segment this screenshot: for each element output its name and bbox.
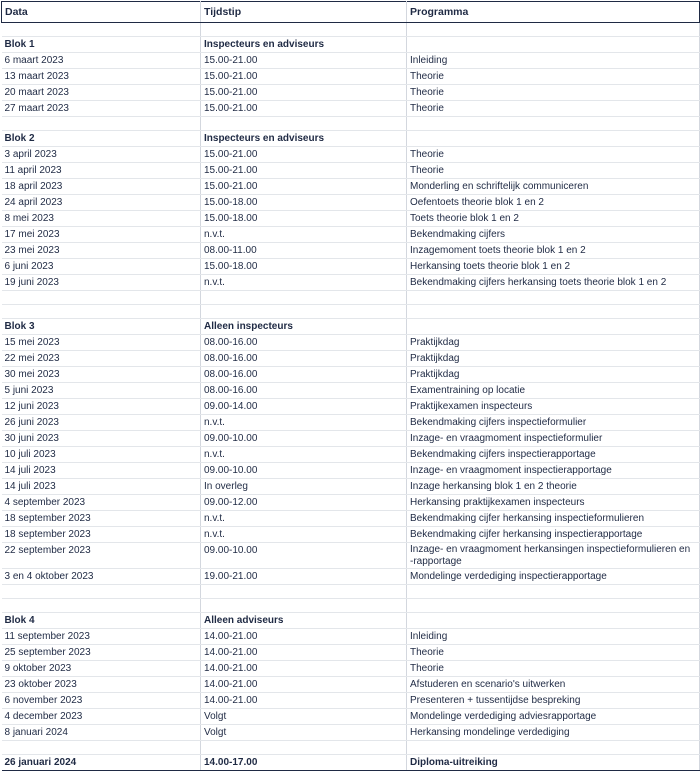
time-cell[interactable]: n.v.t. (201, 511, 407, 527)
program-cell[interactable] (407, 305, 700, 319)
program-cell[interactable]: Praktijkdag (407, 367, 700, 383)
time-cell[interactable]: 15.00-18.00 (201, 195, 407, 211)
table-row (2, 661, 700, 677)
time-cell[interactable] (201, 305, 407, 319)
time-cell[interactable]: 14.00-21.00 (201, 677, 407, 693)
program-cell[interactable]: Inzage- en vraagmoment herkansingen inspectieformulieren en -rapportage (407, 543, 700, 569)
date-cell[interactable]: 8 januari 2024 (2, 725, 201, 741)
date-cell[interactable]: 4 september 2023 (2, 495, 201, 511)
program-cell[interactable]: Herkansing mondelinge verdediging (407, 725, 700, 741)
empty-row (2, 599, 700, 613)
table-row (2, 495, 700, 511)
time-cell[interactable]: In overleg (201, 479, 407, 495)
time-cell[interactable] (201, 599, 407, 613)
table-row (2, 447, 700, 463)
header-tijdstip[interactable]: Tijdstip (201, 2, 407, 23)
time-cell[interactable]: 08.00-16.00 (201, 351, 407, 367)
program-cell[interactable] (407, 131, 700, 147)
empty-row (2, 291, 700, 305)
time-cell[interactable]: 08.00-11.00 (201, 243, 407, 259)
date-cell[interactable]: 18 september 2023 (2, 527, 201, 543)
date-cell[interactable]: 4 december 2023 (2, 709, 201, 725)
program-cell[interactable]: Monderling en schriftelijk communiceren (407, 179, 700, 195)
date-cell[interactable]: 22 mei 2023 (2, 351, 201, 367)
final-row (2, 755, 700, 771)
date-cell[interactable]: 10 juli 2023 (2, 447, 201, 463)
table-row (2, 275, 700, 291)
time-cell[interactable] (201, 23, 407, 37)
date-cell[interactable] (2, 585, 201, 599)
time-cell[interactable]: 14.00-17.00 (201, 755, 407, 771)
date-cell[interactable]: 6 juni 2023 (2, 259, 201, 275)
time-cell[interactable]: n.v.t. (201, 415, 407, 431)
time-cell[interactable]: 14.00-21.00 (201, 629, 407, 645)
date-cell[interactable] (2, 305, 201, 319)
table-row (2, 351, 700, 367)
program-cell[interactable]: Presenteren + tussentijdse bespreking (407, 693, 700, 709)
block-header-row (2, 37, 700, 53)
time-cell[interactable]: 15.00-21.00 (201, 53, 407, 69)
program-cell[interactable]: Bekendmaking cijfers inspectierapportage (407, 447, 700, 463)
program-cell[interactable]: Diploma-uitreiking (407, 755, 700, 771)
program-cell[interactable] (407, 599, 700, 613)
time-cell[interactable]: 09.00-10.00 (201, 463, 407, 479)
program-cell[interactable]: Examentraining op locatie (407, 383, 700, 399)
time-cell[interactable]: 08.00-16.00 (201, 367, 407, 383)
program-cell[interactable]: Theorie (407, 85, 700, 101)
time-cell[interactable]: n.v.t. (201, 447, 407, 463)
date-cell[interactable]: 11 april 2023 (2, 163, 201, 179)
program-cell[interactable]: Bekendmaking cijfers herkansing toets theorie blok 1 en 2 (407, 275, 700, 291)
program-cell[interactable] (407, 23, 700, 37)
table-row (2, 259, 700, 275)
date-cell[interactable]: 9 oktober 2023 (2, 661, 201, 677)
program-cell[interactable] (407, 741, 700, 755)
table-row (2, 511, 700, 527)
date-cell[interactable] (2, 291, 201, 305)
time-cell[interactable]: Alleen adviseurs (201, 613, 407, 629)
table-row (2, 629, 700, 645)
program-cell[interactable]: Theorie (407, 101, 700, 117)
program-cell[interactable] (407, 585, 700, 599)
table-row (2, 709, 700, 725)
header-data[interactable]: Data (2, 2, 201, 23)
program-cell[interactable]: Mondelinge verdediging adviesrapportage (407, 709, 700, 725)
table-row (2, 367, 700, 383)
date-cell[interactable] (2, 23, 201, 37)
time-cell[interactable] (201, 585, 407, 599)
table-row (2, 479, 700, 495)
table-row (2, 85, 700, 101)
table-row (2, 163, 700, 179)
empty-row (2, 741, 700, 755)
table-row (2, 527, 700, 543)
program-cell[interactable]: Theorie (407, 661, 700, 677)
program-cell[interactable]: Herkansing toets theorie blok 1 en 2 (407, 259, 700, 275)
block-header-row (2, 131, 700, 147)
program-cell[interactable]: Praktijkexamen inspecteurs (407, 399, 700, 415)
table-row (2, 415, 700, 431)
table-row (2, 677, 700, 693)
table-row (2, 383, 700, 399)
date-cell[interactable]: 11 september 2023 (2, 629, 201, 645)
time-cell[interactable]: 19.00-21.00 (201, 569, 407, 585)
time-cell[interactable]: 09.00-10.00 (201, 543, 407, 569)
date-cell[interactable] (2, 599, 201, 613)
table-row (2, 693, 700, 709)
header-programma[interactable]: Programma (407, 2, 700, 23)
time-cell[interactable]: 15.00-21.00 (201, 147, 407, 163)
table-row (2, 211, 700, 227)
program-cell[interactable]: Theorie (407, 163, 700, 179)
time-cell[interactable]: Inspecteurs en adviseurs (201, 131, 407, 147)
time-cell[interactable] (201, 117, 407, 131)
time-cell[interactable]: 14.00-21.00 (201, 645, 407, 661)
date-cell[interactable]: 26 juni 2023 (2, 415, 201, 431)
date-cell[interactable]: 23 oktober 2023 (2, 677, 201, 693)
time-cell[interactable]: 14.00-21.00 (201, 661, 407, 677)
time-cell[interactable]: 09.00-12.00 (201, 495, 407, 511)
time-cell[interactable]: 15.00-21.00 (201, 101, 407, 117)
table-row (2, 179, 700, 195)
table-row (2, 53, 700, 69)
table-row (2, 569, 700, 585)
program-cell[interactable]: Theorie (407, 147, 700, 163)
date-cell[interactable]: 23 mei 2023 (2, 243, 201, 259)
date-cell[interactable]: 14 juli 2023 (2, 479, 201, 495)
date-cell[interactable]: 30 mei 2023 (2, 367, 201, 383)
empty-row (2, 23, 700, 37)
program-cell[interactable]: Inleiding (407, 53, 700, 69)
program-cell[interactable]: Theorie (407, 69, 700, 85)
time-cell[interactable]: n.v.t. (201, 527, 407, 543)
schedule-sheet (0, 1, 700, 768)
date-cell[interactable] (2, 117, 201, 131)
table-row (2, 101, 700, 117)
program-cell[interactable]: Inleiding (407, 629, 700, 645)
empty-row (2, 585, 700, 599)
date-cell[interactable]: 5 juni 2023 (2, 383, 201, 399)
time-cell[interactable]: 15.00-18.00 (201, 259, 407, 275)
date-cell[interactable]: 6 november 2023 (2, 693, 201, 709)
program-cell[interactable]: Theorie (407, 645, 700, 661)
program-cell[interactable] (407, 319, 700, 335)
time-cell[interactable]: 09.00-14.00 (201, 399, 407, 415)
table-row (2, 243, 700, 259)
program-cell[interactable] (407, 37, 700, 53)
schedule-body (2, 23, 700, 771)
table-row (2, 147, 700, 163)
time-cell[interactable]: 09.00-10.00 (201, 431, 407, 447)
program-cell[interactable]: Bekendmaking cijfers (407, 227, 700, 243)
time-cell[interactable]: Inspecteurs en adviseurs (201, 37, 407, 53)
program-cell[interactable] (407, 613, 700, 629)
time-cell[interactable]: 08.00-16.00 (201, 383, 407, 399)
date-cell[interactable]: 22 september 2023 (2, 543, 201, 569)
header-row (2, 2, 700, 23)
time-cell[interactable]: 15.00-21.00 (201, 69, 407, 85)
program-cell[interactable]: Bekendmaking cijfer herkansing inspectieformulieren (407, 511, 700, 527)
date-cell[interactable]: 3 en 4 oktober 2023 (2, 569, 201, 585)
empty-row (2, 117, 700, 131)
date-cell[interactable]: Blok 1 (2, 37, 201, 53)
time-cell[interactable] (201, 291, 407, 305)
empty-row (2, 305, 700, 319)
table-row (2, 227, 700, 243)
time-cell[interactable]: 15.00-21.00 (201, 85, 407, 101)
program-cell[interactable] (407, 117, 700, 131)
table-row (2, 725, 700, 741)
table-row (2, 645, 700, 661)
time-cell[interactable]: 15.00-21.00 (201, 163, 407, 179)
table-row (2, 195, 700, 211)
program-cell[interactable]: Mondelinge verdediging inspectierapportage (407, 569, 700, 585)
date-cell[interactable]: 15 mei 2023 (2, 335, 201, 351)
date-cell[interactable]: 12 juni 2023 (2, 399, 201, 415)
time-cell[interactable] (201, 741, 407, 755)
time-cell[interactable]: 15.00-21.00 (201, 179, 407, 195)
date-cell[interactable]: 18 september 2023 (2, 511, 201, 527)
time-cell[interactable]: 08.00-16.00 (201, 335, 407, 351)
time-cell[interactable]: 15.00-18.00 (201, 211, 407, 227)
time-cell[interactable]: n.v.t. (201, 275, 407, 291)
date-cell[interactable]: 17 mei 2023 (2, 227, 201, 243)
table-row (2, 431, 700, 447)
block-header-row (2, 613, 700, 629)
program-cell[interactable]: Oefentoets theorie blok 1 en 2 (407, 195, 700, 211)
date-cell[interactable]: Blok 4 (2, 613, 201, 629)
date-cell[interactable]: 30 juni 2023 (2, 431, 201, 447)
date-cell[interactable]: Blok 2 (2, 131, 201, 147)
table-row (2, 399, 700, 415)
program-cell[interactable]: Inzagemoment toets theorie blok 1 en 2 (407, 243, 700, 259)
time-cell[interactable]: Volgt (201, 709, 407, 725)
program-cell[interactable]: Praktijkdag (407, 351, 700, 367)
date-cell[interactable] (2, 741, 201, 755)
date-cell[interactable]: Blok 3 (2, 319, 201, 335)
time-cell[interactable]: 14.00-21.00 (201, 693, 407, 709)
date-cell[interactable]: 27 maart 2023 (2, 101, 201, 117)
date-cell[interactable]: 13 maart 2023 (2, 69, 201, 85)
program-cell[interactable]: Herkansing praktijkexamen inspecteurs (407, 495, 700, 511)
program-cell[interactable]: Toets theorie blok 1 en 2 (407, 211, 700, 227)
table-row (2, 463, 700, 479)
program-cell[interactable]: Inzage herkansing blok 1 en 2 theorie (407, 479, 700, 495)
program-cell[interactable]: Inzage- en vraagmoment inspectieformulier (407, 431, 700, 447)
date-cell[interactable]: 3 april 2023 (2, 147, 201, 163)
program-cell[interactable]: Praktijkdag (407, 335, 700, 351)
table-row (2, 543, 700, 569)
schedule-table (1, 1, 700, 771)
date-cell[interactable]: 14 juli 2023 (2, 463, 201, 479)
date-cell[interactable]: 25 september 2023 (2, 645, 201, 661)
program-cell[interactable] (407, 291, 700, 305)
date-cell[interactable]: 8 mei 2023 (2, 211, 201, 227)
date-cell[interactable]: 6 maart 2023 (2, 53, 201, 69)
date-cell[interactable]: 26 januari 2024 (2, 755, 201, 771)
time-cell[interactable]: Alleen inspecteurs (201, 319, 407, 335)
date-cell[interactable]: 24 april 2023 (2, 195, 201, 211)
time-cell[interactable]: n.v.t. (201, 227, 407, 243)
program-cell[interactable]: Afstuderen en scenario's uitwerken (407, 677, 700, 693)
program-cell[interactable]: Inzage- en vraagmoment inspectierapportage (407, 463, 700, 479)
program-cell[interactable]: Bekendmaking cijfers inspectieformulier (407, 415, 700, 431)
program-cell[interactable]: Bekendmaking cijfer herkansing inspectierapportage (407, 527, 700, 543)
date-cell[interactable]: 19 juni 2023 (2, 275, 201, 291)
time-cell[interactable]: Volgt (201, 725, 407, 741)
block-header-row (2, 319, 700, 335)
table-row (2, 69, 700, 85)
date-cell[interactable]: 20 maart 2023 (2, 85, 201, 101)
table-row (2, 335, 700, 351)
date-cell[interactable]: 18 april 2023 (2, 179, 201, 195)
